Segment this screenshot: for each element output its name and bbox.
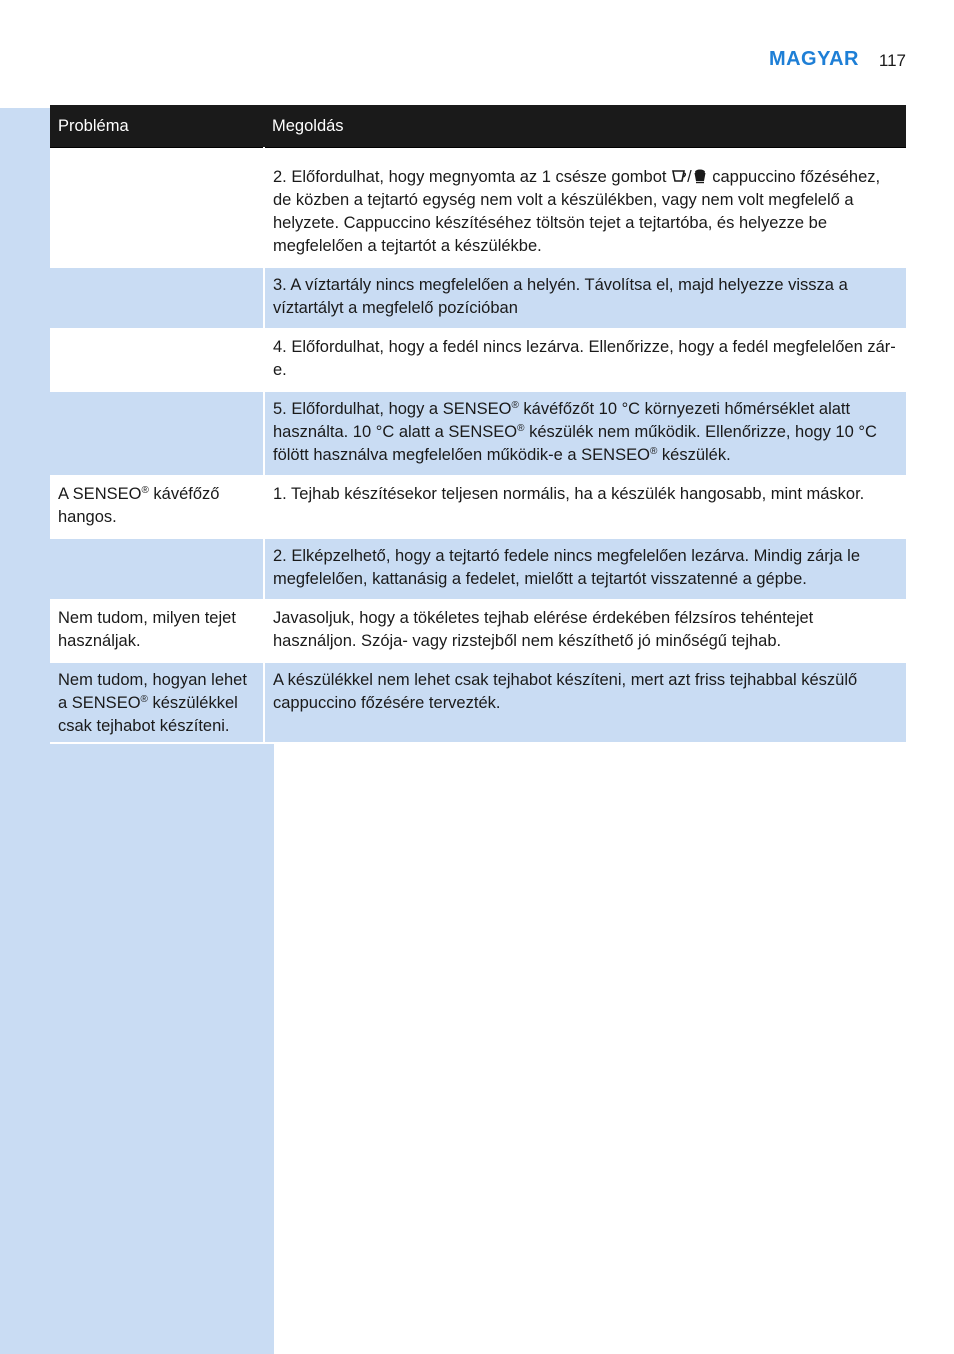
table-row xyxy=(50,600,906,662)
problem-text: A SENSEO xyxy=(58,485,142,503)
problem-cell xyxy=(50,476,264,538)
table-row xyxy=(50,329,906,391)
troubleshooting-table xyxy=(50,105,906,744)
slash-text: / xyxy=(687,168,692,186)
solution-text: cappuccino főzéséhez, de közben a tejtartó egység nem volt a készülékben, vagy nem volt megfelelő a helyzete. Cappuccino készítéséhez töltsön tejet a tejtartóba, és helyezze be megfelelően a tejtartót a készülékbe. xyxy=(273,168,881,255)
table-row xyxy=(50,662,906,743)
problem-cell xyxy=(50,391,264,476)
solution-cell: A készülékkel nem lehet csak tejhabot készíteni, mert azt friss tejhabbal készülő cappuccino főzésére tervezték. xyxy=(264,662,906,743)
registered-mark: ® xyxy=(649,446,658,457)
table-row xyxy=(50,148,906,268)
table-row xyxy=(50,476,906,538)
solution-text: készülék. xyxy=(657,446,731,464)
problem-text: készülékkel csak tejhabot készíteni. xyxy=(58,694,238,735)
cappuccino-icon xyxy=(692,168,708,184)
problem-cell xyxy=(50,538,264,600)
column-header-problem: Probléma xyxy=(50,105,264,148)
problem-cell xyxy=(50,329,264,391)
table-row xyxy=(50,267,906,329)
registered-mark: ® xyxy=(141,485,149,496)
solution-cell: 2. Elképzelhető, hogy a tejtartó fedele nincs megfelelően lezárva. Mindig zárja le megfelelően, kattanásig a fedelet, mielőtt a tejtartót visszatenné a gépbe. xyxy=(264,538,906,600)
solution-cell xyxy=(264,391,906,476)
solution-cell: 1. Tejhab készítésekor teljesen normális, ha a készülék hangosabb, mint máskor. xyxy=(264,476,906,538)
column-header-solution: Megoldás xyxy=(264,105,906,148)
registered-mark: ® xyxy=(511,400,519,411)
solution-text: 5. Előfordulhat, hogy a SENSEO xyxy=(273,400,512,418)
solution-text: készülék nem működik. Ellenőrizze, hogy 10 °C fölött használva megfelelően működik-e a SENSEO xyxy=(273,423,877,464)
cup-icon xyxy=(671,168,687,184)
solution-cell: 4. Előfordulhat, hogy a fedél nincs lezárva. Ellenőrizze, hogy a fedél megfelelően zár-e. xyxy=(264,329,906,391)
problem-cell xyxy=(50,148,264,268)
registered-mark: ® xyxy=(140,694,148,705)
solution-cell: 3. A víztartály nincs megfelelően a helyén. Távolítsa el, majd helyezze vissza a víztartályt a megfelelő pozícióban xyxy=(264,267,906,329)
solution-cell xyxy=(264,148,906,268)
page-number: 117 xyxy=(878,51,906,70)
problem-cell: Nem tudom, milyen tejet használjak. xyxy=(50,600,264,662)
table-row xyxy=(50,391,906,476)
solution-text: kávéfőzőt 10 °C környezeti hőmérséklet alatt használta. 10 °C alatt a SENSEO xyxy=(273,400,851,441)
solution-cell: Javasoljuk, hogy a tökéletes tejhab elérése érdekében félzsíros tehéntejet használjon. Szója- vagy rizstejből nem készíthető jó minőségű tejhab. xyxy=(264,600,906,662)
table-row xyxy=(50,538,906,600)
problem-cell xyxy=(50,662,264,743)
problem-text: kávéfőző hangos. xyxy=(58,485,220,526)
solution-text: 2. Előfordulhat, hogy megnyomta az 1 csésze gombot xyxy=(273,168,672,186)
registered-mark: ® xyxy=(517,423,525,434)
problem-cell xyxy=(50,267,264,329)
problem-text: Nem tudom, hogyan lehet a SENSEO xyxy=(58,671,247,712)
table-header-row xyxy=(50,105,906,148)
language-label: MAGYAR xyxy=(768,48,859,70)
